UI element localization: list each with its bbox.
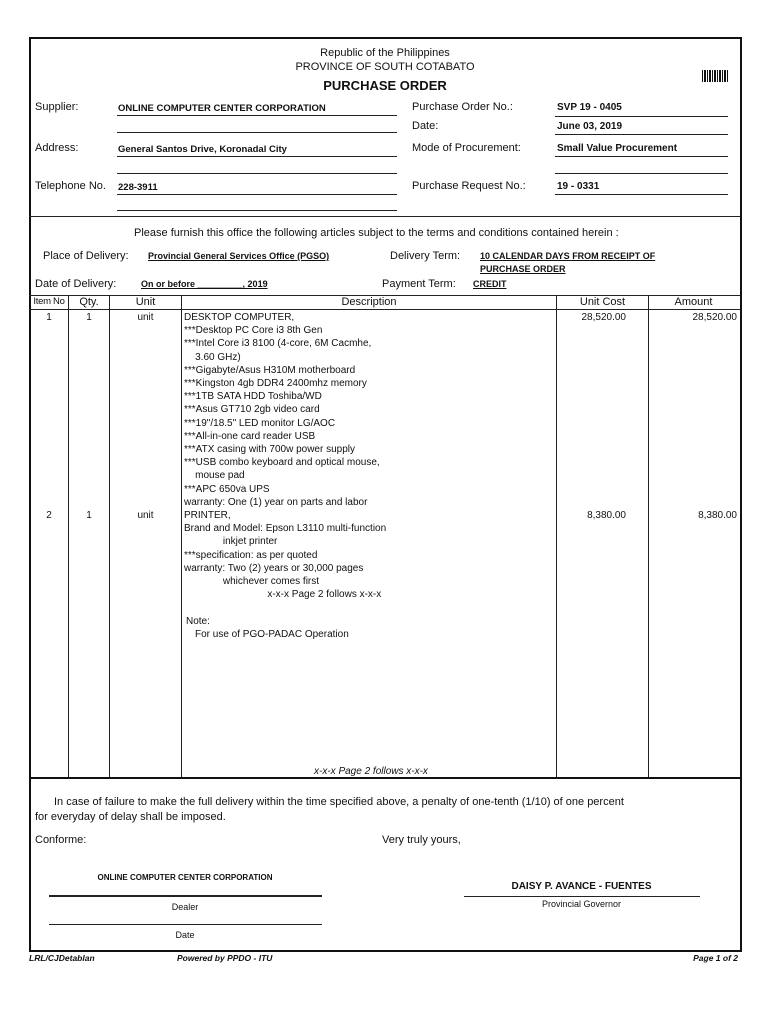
po-number-label: Purchase Order No.: bbox=[412, 101, 513, 113]
barcode-icon bbox=[702, 70, 728, 82]
telephone-underline bbox=[117, 194, 397, 195]
penalty-text-line2: for everyday of delay shall be imposed. bbox=[35, 811, 226, 823]
col-divider-5 bbox=[648, 295, 649, 777]
date-value: June 03, 2019 bbox=[557, 121, 623, 132]
po-number-value: SVP 19 - 0405 bbox=[557, 102, 622, 113]
address-underline-2 bbox=[117, 173, 397, 174]
delivery-term-label: Delivery Term: bbox=[390, 250, 461, 262]
delivery-term-value-2: PURCHASE ORDER bbox=[480, 264, 566, 274]
penalty-text-line1: In case of failure to make the full delivery within the time specified above, a penalty of one-tenth (1/10) of one percent bbox=[54, 796, 624, 808]
signatory-line bbox=[464, 896, 700, 897]
dealer-signature-line bbox=[49, 895, 322, 897]
prepared-code: LRL/CJDetablan bbox=[29, 953, 95, 963]
telephone-value: 228-3911 bbox=[118, 182, 158, 193]
page-title: PURCHASE ORDER bbox=[323, 78, 447, 93]
mode-value: Small Value Procurement bbox=[557, 143, 678, 154]
row1-unit-cost: 28,520.00 bbox=[581, 312, 626, 323]
mode-label: Mode of Procurement: bbox=[412, 142, 521, 154]
address-label: Address: bbox=[35, 142, 79, 154]
note-value: For use of PGO-PADAC Operation bbox=[195, 629, 349, 640]
row1-unit: unit bbox=[137, 312, 154, 323]
row1-qty: 1 bbox=[86, 312, 92, 323]
date-of-delivery-label: Date of Delivery: bbox=[35, 278, 117, 290]
col-header-qty: Qty. bbox=[79, 296, 99, 308]
col-header-description: Description bbox=[341, 296, 397, 308]
very-truly-yours: Very truly yours, bbox=[382, 834, 461, 846]
pr-number-value: 19 - 0331 bbox=[557, 181, 600, 192]
row2-item: 2 bbox=[46, 510, 52, 521]
page-follows-note: x-x-x Page 2 follows x-x-x bbox=[314, 766, 428, 777]
supplier-value: ONLINE COMPUTER CENTER CORPORATION bbox=[118, 103, 326, 114]
province-text: PROVINCE OF SOUTH COTABATO bbox=[295, 61, 475, 73]
supplier-underline bbox=[117, 115, 397, 116]
signatory-name: DAISY P. AVANCE - FUENTES bbox=[511, 881, 652, 892]
republic-text: Republic of the Philippines bbox=[320, 47, 450, 59]
section-divider bbox=[29, 216, 740, 217]
dealer-name: ONLINE COMPUTER CENTER CORPORATION bbox=[97, 873, 273, 882]
note-label: Note: bbox=[186, 616, 210, 627]
telephone-label: Telephone No. bbox=[35, 180, 106, 192]
col-divider-1 bbox=[68, 295, 69, 777]
date-signature-line bbox=[49, 924, 322, 925]
col-header-amount: Amount bbox=[674, 296, 713, 308]
pr-number-underline bbox=[555, 194, 728, 195]
row2-unit: unit bbox=[137, 510, 154, 521]
col-divider-2 bbox=[109, 295, 110, 777]
telephone-underline-2 bbox=[117, 210, 397, 211]
row2-description: PRINTER, Brand and Model: Epson L3110 multi-function inkjet printer ***specification: as per quoted warranty: Two (2) years or 30,000 pages whichever comes first x-x-x Page 2 follows x-x-x bbox=[184, 510, 387, 601]
date-label: Date: bbox=[412, 120, 439, 132]
instructions-text: Please furnish this office the following articles subject to the terms and conditions contained herein : bbox=[134, 227, 619, 239]
col-divider-4 bbox=[556, 295, 557, 777]
row2-amount: 8,380.00 bbox=[698, 510, 737, 521]
powered-by: Powered by PPDO - ITU bbox=[177, 953, 273, 963]
date-sign-label: Date bbox=[175, 930, 195, 940]
place-of-delivery-label: Place of Delivery: bbox=[43, 250, 129, 262]
row2-unit-cost: 8,380.00 bbox=[587, 510, 626, 521]
page-number: Page 1 of 2 bbox=[693, 953, 738, 963]
pr-number-label: Purchase Request No.: bbox=[412, 180, 526, 192]
row2-qty: 1 bbox=[86, 510, 92, 521]
mode-underline bbox=[555, 156, 728, 157]
table-header-border bbox=[29, 309, 740, 310]
supplier-label: Supplier: bbox=[35, 101, 79, 113]
address-value: General Santos Drive, Koronadal City bbox=[118, 144, 287, 155]
mode-underline-2 bbox=[555, 173, 728, 174]
signatory-title: Provincial Governor bbox=[541, 899, 622, 909]
delivery-term-value-1: 10 CALENDAR DAYS FROM RECEIPT OF bbox=[480, 251, 656, 261]
place-of-delivery-value: Provincial General Services Office (PGSO) bbox=[148, 251, 330, 261]
row1-item: 1 bbox=[46, 312, 52, 323]
conforme-label: Conforme: bbox=[35, 834, 87, 846]
payment-term-value: CREDIT bbox=[473, 279, 507, 289]
date-underline bbox=[555, 134, 728, 135]
dealer-label: Dealer bbox=[171, 902, 199, 912]
col-divider-3 bbox=[181, 295, 182, 777]
po-number-underline bbox=[555, 116, 728, 117]
supplier-underline-2 bbox=[117, 132, 397, 133]
col-header-unit-cost: Unit Cost bbox=[579, 296, 626, 308]
row1-description: DESKTOP COMPUTER, ***Desktop PC Core i3 8th Gen ***Intel Core i3 8100 (4-core, 6M Cacmhe, 3.60 GHz) ***Gigabyte/Asus H310M motherboard ***Kingston 4gb DDR4 2400mhz memory ***1TB SATA HDD Toshiba/WD ***Asus GT710 2gb video card ***19"/18.5" LED monitor LG/AOC ***All-in-one card reader USB ***ATX casing with 700w power supply ***USB combo keyboard and optical mouse, mouse pad ***APC 650va UPS warranty: One (1) year on parts and labor bbox=[184, 312, 380, 508]
date-of-delivery-value: On or before _________, 2019 bbox=[141, 279, 268, 289]
row1-amount: 28,520.00 bbox=[692, 312, 737, 323]
col-header-item: Item No bbox=[33, 296, 65, 307]
col-header-unit: Unit bbox=[135, 296, 156, 308]
address-underline bbox=[117, 156, 397, 157]
payment-term-label: Payment Term: bbox=[382, 278, 456, 290]
